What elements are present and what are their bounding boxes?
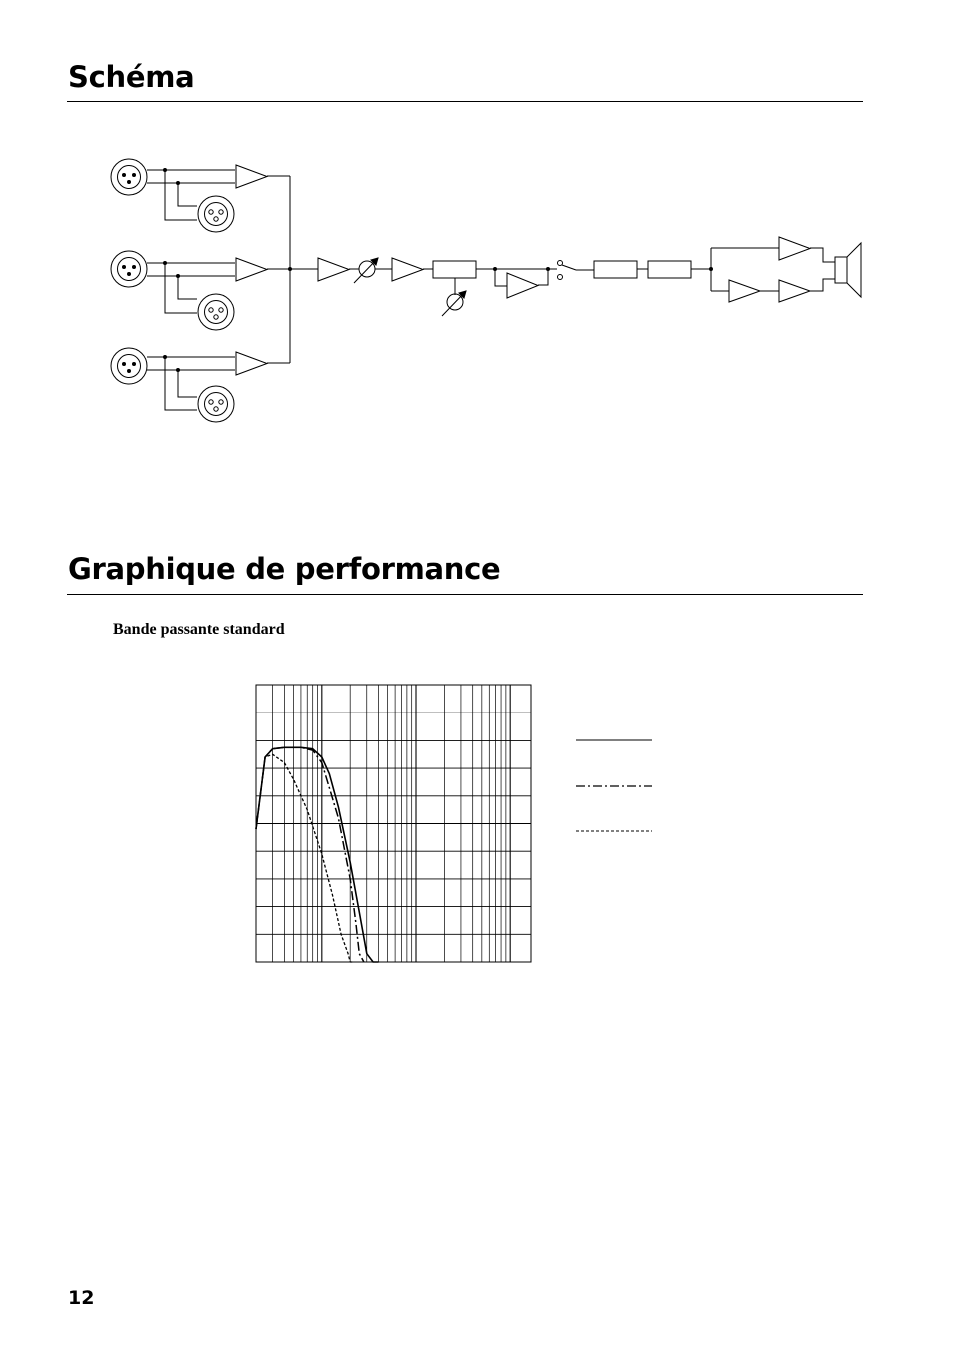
section-title-schema: Schéma (68, 60, 195, 94)
chart-grid (256, 685, 531, 962)
chart-subtitle: Bande passante standard (113, 621, 285, 638)
series-line-dash-dot (256, 747, 364, 962)
section-title-performance: Graphique de performance (68, 552, 501, 586)
page-number: 12 (68, 1287, 95, 1309)
series-line-dotted (256, 754, 352, 962)
chart-legend (576, 740, 652, 831)
